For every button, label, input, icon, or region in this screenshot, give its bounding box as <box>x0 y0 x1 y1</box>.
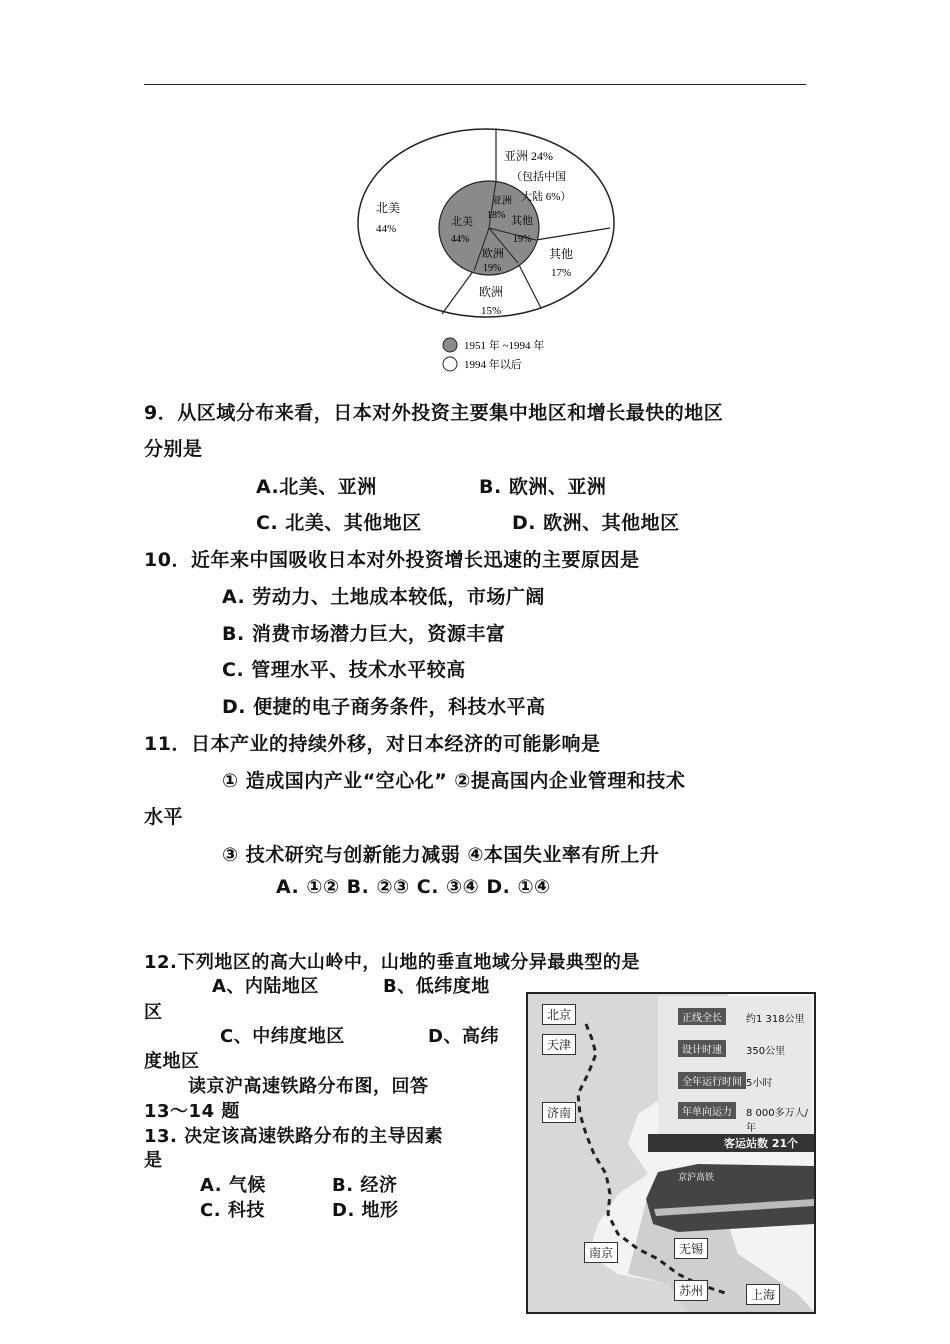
outer-label-name: 其他 <box>549 247 574 261</box>
question-11-text: 11．日本产业的持续外移，对日本经济的可能影响是 <box>144 733 601 755</box>
outer-label-name: 亚洲 24% <box>504 149 554 163</box>
question-13-text-cont: 是 <box>144 1150 163 1171</box>
option-12b-cont: 区 <box>144 1002 163 1023</box>
option-13b: B. 经济 <box>332 1175 398 1196</box>
option-10d: D. 便捷的电子商务条件，科技水平高 <box>222 696 546 718</box>
question-13-text: 13. 决定该高速铁路分布的主导因素 <box>144 1126 444 1147</box>
option-12c: C、中纬度地区 <box>220 1026 345 1047</box>
city-label: 北京 <box>542 1004 576 1025</box>
outer-label-name: 欧洲 <box>479 285 504 299</box>
outer-label-name: 北美 <box>376 201 401 215</box>
train-body <box>646 1164 814 1232</box>
question-12-text: 12.下列地区的高大山岭中，山地的垂直地域分异最典型的是 <box>144 952 640 973</box>
option-13a: A. 气候 <box>200 1175 266 1196</box>
option-13d: D. 地形 <box>332 1200 399 1221</box>
city-label: 天津 <box>542 1034 576 1055</box>
option-10c: C. 管理水平、技术水平较高 <box>222 659 466 681</box>
inner-label-pct: 44% <box>451 234 470 245</box>
outer-label-pct: 15% <box>481 305 502 317</box>
station-count-label: 客运站数 21个 <box>724 1137 799 1150</box>
question-9-text-cont: 分别是 <box>144 438 203 460</box>
options-11: A. ①② B. ②③ C. ③④ D. ①④ <box>276 876 551 898</box>
city-label: 苏州 <box>674 1280 708 1301</box>
train-label: 京沪高铁 <box>678 1173 715 1183</box>
stat-value: 约1 318公里 <box>746 1014 805 1025</box>
city-label: 上海 <box>746 1284 780 1305</box>
header-rule <box>144 84 806 85</box>
inner-label-name: 北美 <box>451 216 473 228</box>
inner-label-name: 其他 <box>511 215 533 227</box>
outer-label-pct: 44% <box>376 223 397 235</box>
option-12d: D、高纬 <box>428 1026 499 1047</box>
stat-value: 5小时 <box>746 1078 773 1089</box>
option-9d: D. 欧洲、其他地区 <box>512 512 680 534</box>
investment-pie-chart <box>356 128 618 378</box>
legend-label: 1951 年 ~1994 年 <box>464 340 545 352</box>
inner-label-pct: 18% <box>487 210 506 221</box>
statement-11-line1-cont: 水平 <box>144 806 184 828</box>
city-label: 无锡 <box>674 1238 708 1259</box>
outer-label-note: （包括中国 <box>511 171 566 183</box>
question-10-text: 10．近年来中国吸收日本对外投资增长迅速的主要原因是 <box>144 549 640 571</box>
inner-label-pct: 19% <box>513 234 532 245</box>
outer-label-note: 大陆 6%） <box>521 191 572 203</box>
inner-label-name: 欧洲 <box>482 248 504 260</box>
stat-value: 8 000多万人/年 <box>746 1108 808 1134</box>
statement-11-line1: ① 造成国内产业“空心化” ②提高国内企业管理和技术 <box>222 770 686 792</box>
stat-key: 全年运行时间 <box>678 1072 746 1089</box>
city-label: 济南 <box>542 1102 576 1123</box>
legend-label: 1994 年以后 <box>464 359 522 371</box>
option-13c: C. 科技 <box>200 1200 265 1221</box>
option-9a: A.北美、亚洲 <box>256 476 377 498</box>
option-10b: B. 消费市场潜力巨大，资源丰富 <box>222 623 506 645</box>
inner-label-pct: 19% <box>483 263 502 274</box>
option-12d-cont: 度地区 <box>144 1051 200 1072</box>
option-12b: B、低纬度地 <box>383 976 490 997</box>
railway-map <box>526 992 816 1314</box>
stat-value: 350公里 <box>746 1046 786 1057</box>
inner-label-name: 亚洲 <box>492 196 512 207</box>
option-12a: A、内陆地区 <box>212 976 319 997</box>
option-9b: B. 欧洲、亚洲 <box>479 476 607 498</box>
question-9-text: 9．从区域分布来看，日本对外投资主要集中地区和增长最快的地区 <box>144 402 724 424</box>
stat-key: 正线全长 <box>678 1008 726 1025</box>
city-label: 南京 <box>584 1242 618 1263</box>
statement-11-line2: ③ 技术研究与创新能力减弱 ④本国失业率有所上升 <box>222 844 660 866</box>
option-9c: C. 北美、其他地区 <box>256 512 422 534</box>
legend-swatch-filled <box>443 338 457 352</box>
stat-key: 设计时速 <box>678 1040 726 1057</box>
stat-key: 年单向运力 <box>678 1102 736 1119</box>
legend-swatch-empty <box>443 357 457 371</box>
outer-label-pct: 17% <box>551 267 572 279</box>
map-intro-cont: 13～14 题 <box>144 1101 240 1122</box>
map-intro: 读京沪高速铁路分布图，回答 <box>188 1076 429 1097</box>
option-10a: A. 劳动力、土地成本较低，市场广阔 <box>222 586 545 608</box>
